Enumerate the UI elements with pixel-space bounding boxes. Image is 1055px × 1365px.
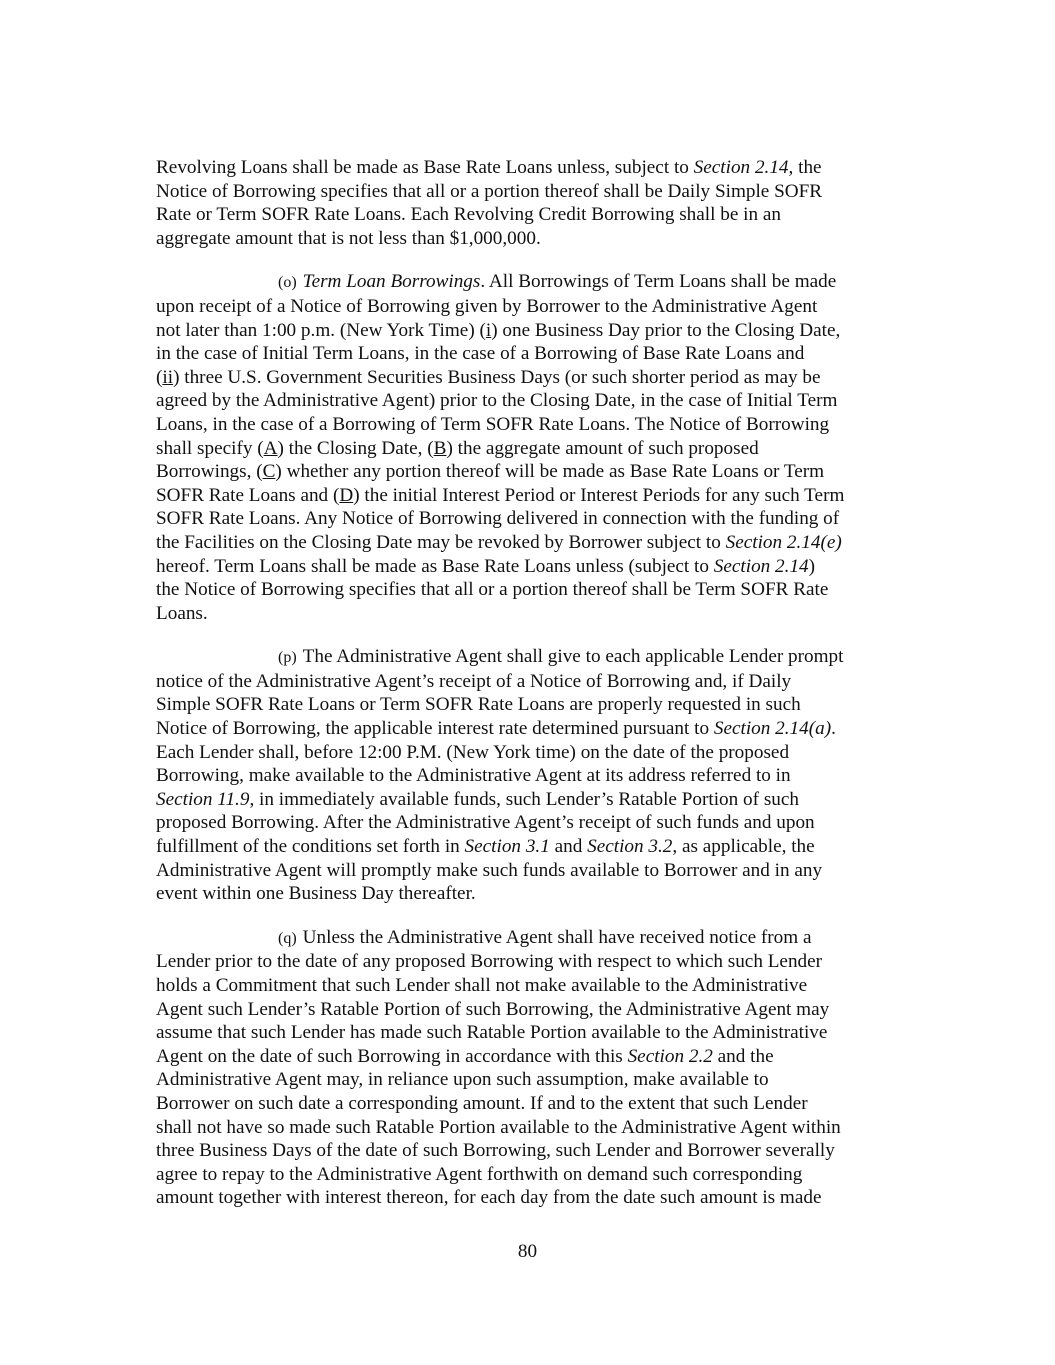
text-line [156,882,901,906]
text-segment: and the [712,1045,774,1067]
text-line [156,1186,901,1210]
text-segment: shall specify ( [156,437,264,459]
text-segment: three Business Days of the date of such Borrowing, such Lender and Borrower severally [156,1140,835,1162]
text-line [156,366,901,390]
text-segment: and [549,836,588,858]
text-line [156,531,901,555]
text-segment: ) whether any portion thereof will be made as Base Rate Loans or Term [275,461,825,483]
text-line [156,811,901,835]
text-segment: Lender prior to the date of any proposed Borrowing with respect to which such Lender [156,951,823,973]
paragraph-p [156,645,901,906]
text-segment: holds a Commitment that such Lender shall not make available to the Administrative [156,975,808,996]
text-segment: The Administrative Agent shall give to each applicable Lender prompt [302,646,844,668]
text-segment: ) the initial Interest Period or Interest Periods for any such Term [353,484,845,506]
text-line [156,859,901,883]
text-line [156,319,901,343]
text-segment: Loans. [156,602,208,624]
paragraph-marker: (p) [278,649,297,667]
text-line [156,1092,901,1116]
section-reference: Section 2.2 [627,1045,713,1067]
text-line [156,578,901,602]
text-line [156,156,901,180]
text-line [156,1139,901,1163]
section-reference: Section 3.2 [587,836,673,858]
text-segment: Administrative Agent may, in reliance upon such assumption, make available to [156,1069,769,1091]
text-segment: Revolving Loans shall be made as Base Rate Loans unless, subject to [156,157,694,178]
text-segment: ) the Closing Date, ( [277,437,434,459]
text-line [156,270,901,295]
text-segment: SOFR Rate Loans. Any Notice of Borrowing delivered in connection with the funding of [156,508,840,530]
text-segment: agreed by the Administrative Agent) prior to the Closing Date, in the case of Initial Term [156,390,838,412]
text-segment: not later than 1:00 p.m. (New York Time) ( [156,319,486,341]
text-segment: Agent on the date of such Borrowing in accordance with this [156,1045,628,1067]
text-line [156,1045,901,1069]
section-reference: Section 2.14(e) [725,531,842,553]
text-segment: notice of the Administrative Agent’s receipt of a Notice of Borrowing and, if Daily [156,670,792,692]
text-line [156,1163,901,1187]
text-line [156,693,901,717]
text-segment: , the [788,157,822,178]
text-segment: ) three U.S. Government Securities Business Days (or such shorter period as may be [173,366,821,388]
text-segment: shall not have so made such Ratable Portion available to the Administrative Agent within [156,1116,841,1138]
text-segment: Rate or Term SOFR Rate Loans. Each Revolving Credit Borrowing shall be in an [156,204,781,226]
text-segment: Unless the Administrative Agent shall have received notice from a [302,926,812,948]
text-line [156,295,901,319]
paragraph-marker: (q) [278,929,297,947]
text-line [156,1116,901,1140]
text-segment: Each Lender shall, before 12:00 P.M. (New York time) on the date of the proposed [156,741,790,763]
page-number: 80 [517,1241,538,1262]
paragraph-q [156,926,901,1210]
section-reference: Section 2.14 [693,157,789,178]
document-body [156,156,901,1230]
text-line [156,484,901,508]
clause-letter: B [433,437,447,459]
text-segment: Administrative Agent will promptly make such funds available to Borrower and in any [156,859,823,881]
paragraph-o [156,270,901,625]
paragraph-n-tail [156,156,901,250]
text-segment: proposed Borrowing. After the Administrative Agent’s receipt of such funds and upon [156,812,815,834]
text-segment: . [831,718,836,740]
text-line [156,717,901,741]
text-segment: Loans, in the case of a Borrowing of Term SOFR Rate Loans. The Notice of Borrowing [156,413,830,435]
text-line [156,227,901,251]
text-segment: Borrowing, make available to the Administrative Agent at its address referred to in [156,765,791,787]
text-line [156,788,901,812]
text-line [156,741,901,765]
text-line [156,835,901,859]
text-line [156,507,901,531]
clause-letter: i [485,319,492,341]
text-segment: agree to repay to the Administrative Agent forthwith on demand such corresponding [156,1163,803,1185]
text-segment: SOFR Rate Loans and ( [156,484,340,506]
text-segment: Simple SOFR Rate Loans or Term SOFR Rate Loans are properly requested in such [156,694,801,716]
text-line [156,437,901,461]
text-segment: ) [808,555,816,577]
text-segment: Agent such Lender’s Ratable Portion of such Borrowing, the Administrative Agent may [156,998,830,1020]
text-segment: Borrowings, ( [156,461,263,483]
section-reference: Section 2.14(a) [713,718,832,740]
text-segment: ) the aggregate amount of such proposed [446,437,759,459]
text-segment: amount together with interest thereon, for each day from the date such amount is made [156,1187,822,1209]
text-line [156,460,901,484]
text-line [156,602,901,626]
text-line [156,342,901,366]
text-segment: Notice of Borrowing specifies that all or a portion thereof shall be Daily Simple SOFR [156,180,823,202]
text-segment: ( [156,366,163,388]
text-line [156,926,901,951]
text-segment: Borrower on such date a corresponding amount. If and to the extent that such Lender [156,1092,808,1114]
text-line [156,413,901,437]
text-line [156,1021,901,1045]
clause-letter: ii [162,366,174,388]
text-segment: , as applicable, the [672,836,815,858]
text-segment: the Notice of Borrowing specifies that all or a portion thereof shall be Term SOFR Rate [156,579,829,601]
text-line [156,555,901,579]
text-segment: . All Borrowings of Term Loans shall be made [480,271,837,293]
section-reference: Term Loan Borrowings [302,271,481,293]
text-line [156,1068,901,1092]
text-segment: ) one Business Day prior to the Closing Date, [491,319,841,341]
text-line [156,645,901,670]
text-segment: event within one Business Day thereafter. [156,883,476,905]
text-segment: the Facilities on the Closing Date may be revoked by Borrower subject to [156,531,726,553]
text-line [156,180,901,204]
text-segment: assume that such Lender has made such Ratable Portion available to the Administrative [156,1022,828,1044]
text-line [156,670,901,694]
clause-letter: A [263,437,278,459]
text-segment: , in immediately available funds, such Lender’s Ratable Portion of such [249,788,799,810]
text-segment: in the case of Initial Term Loans, in the case of a Borrowing of Base Rate Loans and [156,343,805,365]
section-reference: Section 11.9 [156,788,250,810]
text-segment: fulfillment of the conditions set forth in [156,836,465,858]
clause-letter: D [339,484,354,506]
paragraph-marker: (o) [278,274,297,292]
text-segment: Notice of Borrowing, the applicable interest rate determined pursuant to [156,718,714,740]
text-segment: upon receipt of a Notice of Borrowing given by Borrower to the Administrative Agent [156,295,818,317]
text-line [156,389,901,413]
section-reference: Section 3.1 [464,836,550,858]
text-line [156,950,901,974]
text-line [156,203,901,227]
text-line [156,974,901,998]
clause-letter: C [262,461,276,483]
text-segment: aggregate amount that is not less than $1,000,000. [156,227,541,249]
text-segment: hereof. Term Loans shall be made as Base Rate Loans unless (subject to [156,555,714,577]
text-line [156,998,901,1022]
text-line [156,764,901,788]
section-reference: Section 2.14 [713,555,809,577]
